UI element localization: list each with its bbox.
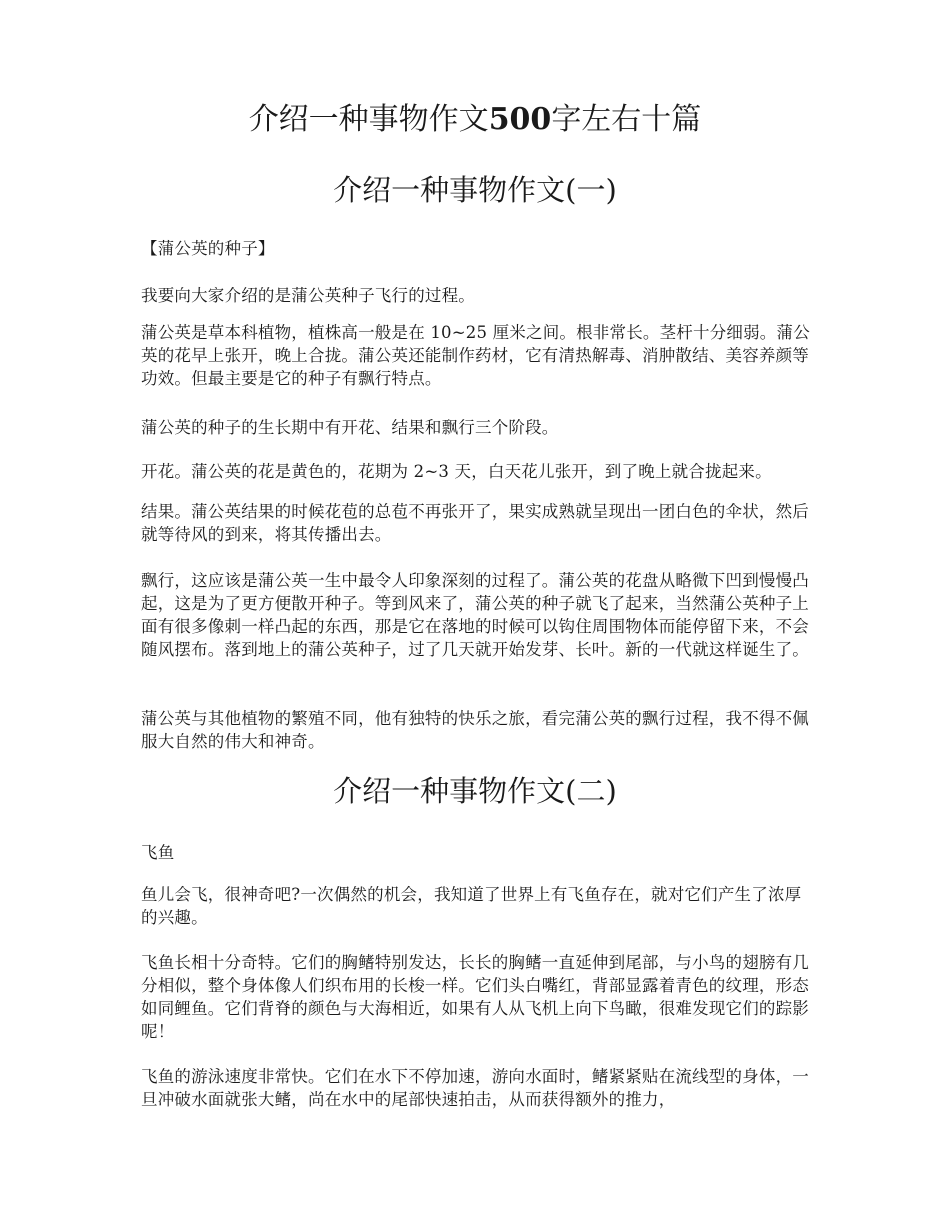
paragraph: 飞鱼的游泳速度非常快。它们在水下不停加速，游向水面时，鳍紧紧贴在流线型的身体，一旦冲破水面就张大鳍，尚在水中的尾部快速拍击，从而获得额外的推力， <box>141 1067 809 1109</box>
paragraph: 蒲公英是草本科植物，植株高一般是在 10~25 厘米之间。根非常长。茎杆十分细弱。蒲公英的花早上张开，晚上合拢。蒲公英还能制作药材，它有清热解毒、消肿散结、美容养颜等功效。但最主要是它的种子有飘行特点。 <box>141 323 810 388</box>
title-number: 500 <box>488 102 552 137</box>
paragraph: 飞鱼 <box>141 843 175 862</box>
paragraph: 【蒲公英的种子】 <box>141 239 275 258</box>
title-prefix: 介绍一种事物作文 <box>248 102 489 137</box>
title-suffix: 字左右十篇 <box>551 102 702 137</box>
section-heading: 介绍一种事物作文(一) <box>333 173 617 207</box>
paragraph: 我要向大家介绍的是蒲公英种子飞行的过程。 <box>141 286 475 305</box>
document-title <box>0 100 950 140</box>
paragraph: 蒲公英的种子的生长期中有开花、结果和飘行三个阶段。 <box>141 418 559 437</box>
paragraph: 开花。蒲公英的花是黄色的，花期为 2~3 天，白天花儿张开，到了晚上就合拢起来。 <box>141 462 772 481</box>
section-heading: 介绍一种事物作文(二) <box>333 774 617 808</box>
paragraph: 鱼儿会飞，很神奇吧?一次偶然的机会，我知道了世界上有飞鱼存在，就对它们产生了浓厚的兴趣。 <box>141 885 802 927</box>
paragraph: 飞鱼长相十分奇特。它们的胸鳍特别发达，长长的胸鳍一直延伸到尾部，与小鸟的翅膀有几分相似，整个身体像人们织布用的长梭一样。它们头白嘴红，背部显露着青色的纹理，形态如同鲤鱼。它们背脊的颜色与大海相近，如果有人从飞机上向下鸟瞰，很难发现它们的踪影呢！ <box>141 953 809 1041</box>
paragraph: 结果。蒲公英结果的时候花苞的总苞不再张开了，果实成熟就呈现出一团白色的伞状，然后就等待风的到来，将其传播出去。 <box>141 502 809 544</box>
paragraph: 飘行，这应该是蒲公英一生中最令人印象深刻的过程了。蒲公英的花盘从略微下凹到慢慢凸起，这是为了更方便散开种子。等到风来了，蒲公英的种子就飞了起来，当然蒲公英种子上面有很多像刺一样凸起的东西，那是它在落地的时候可以钩住周围物体而能停留下来，不会随风摆布。落到地上的蒲公英种子，过了几天就开始发芽、长叶。新的一代就这样诞生了。 <box>141 571 809 659</box>
paragraph: 蒲公英与其他植物的繁殖不同，他有独特的快乐之旅，看完蒲公英的飘行过程，我不得不佩服大自然的伟大和神奇。 <box>141 709 809 751</box>
